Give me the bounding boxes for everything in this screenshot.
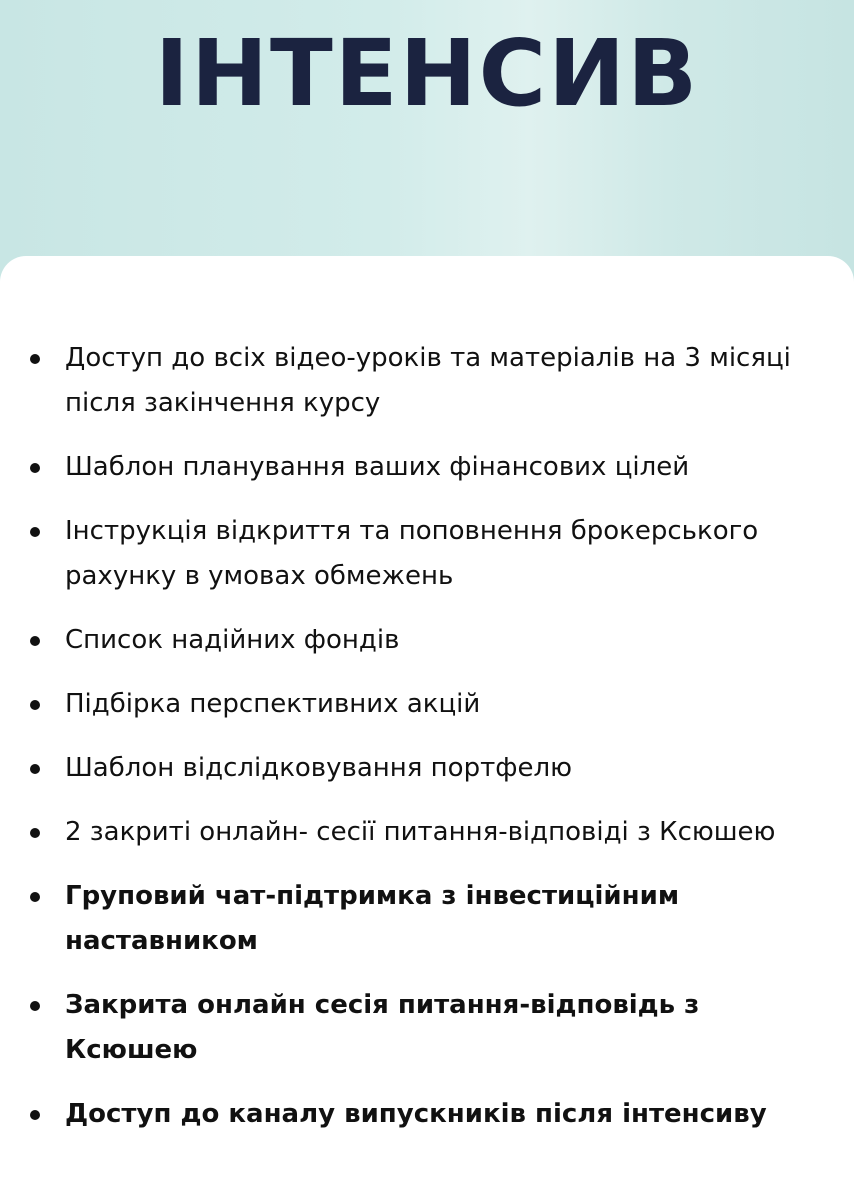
bullet-icon xyxy=(30,463,40,473)
feature-item xyxy=(0,810,854,855)
page-title: ІНТЕНСИВ xyxy=(154,20,700,127)
feature-text: Шаблон відслідковування портфелю xyxy=(65,753,572,783)
header-banner xyxy=(0,0,854,270)
feature-text: Доступ до всіх відео-уроків та матеріалів на 3 місяці після закінчення курсу xyxy=(65,343,791,418)
bullet-icon xyxy=(30,1001,40,1011)
feature-item-highlighted xyxy=(0,1092,854,1137)
feature-item-highlighted xyxy=(0,874,854,964)
bullet-icon xyxy=(30,354,40,364)
bullet-icon xyxy=(30,892,40,902)
feature-text: Інструкція відкриття та поповнення брокерського рахунку в умовах обмежень xyxy=(65,516,759,591)
bullet-icon xyxy=(30,828,40,838)
feature-item xyxy=(0,336,854,426)
feature-item xyxy=(0,445,854,490)
bullet-icon xyxy=(30,636,40,646)
feature-item xyxy=(0,618,854,663)
bullet-icon xyxy=(30,764,40,774)
bullet-icon xyxy=(30,527,40,537)
feature-item xyxy=(0,509,854,599)
feature-text: Підбірка перспективних акцій xyxy=(65,689,481,719)
feature-item xyxy=(0,682,854,727)
feature-item xyxy=(0,746,854,791)
feature-text: Груповий чат-підтримка з інвестиційним наставником xyxy=(65,881,680,956)
bullet-icon xyxy=(30,700,40,710)
features-list xyxy=(0,336,854,1156)
feature-text: Список надійних фондів xyxy=(65,625,400,655)
feature-text: Доступ до каналу випускників після інтенсиву xyxy=(65,1099,767,1129)
features-card xyxy=(0,256,854,1200)
feature-item-highlighted xyxy=(0,983,854,1073)
feature-text: 2 закриті онлайн- сесії питання-відповіді з Ксюшею xyxy=(65,817,776,847)
feature-text: Шаблон планування ваших фінансових цілей xyxy=(65,452,690,482)
feature-text: Закрита онлайн сесія питання-відповідь з Ксюшею xyxy=(65,990,700,1065)
bullet-icon xyxy=(30,1110,40,1120)
